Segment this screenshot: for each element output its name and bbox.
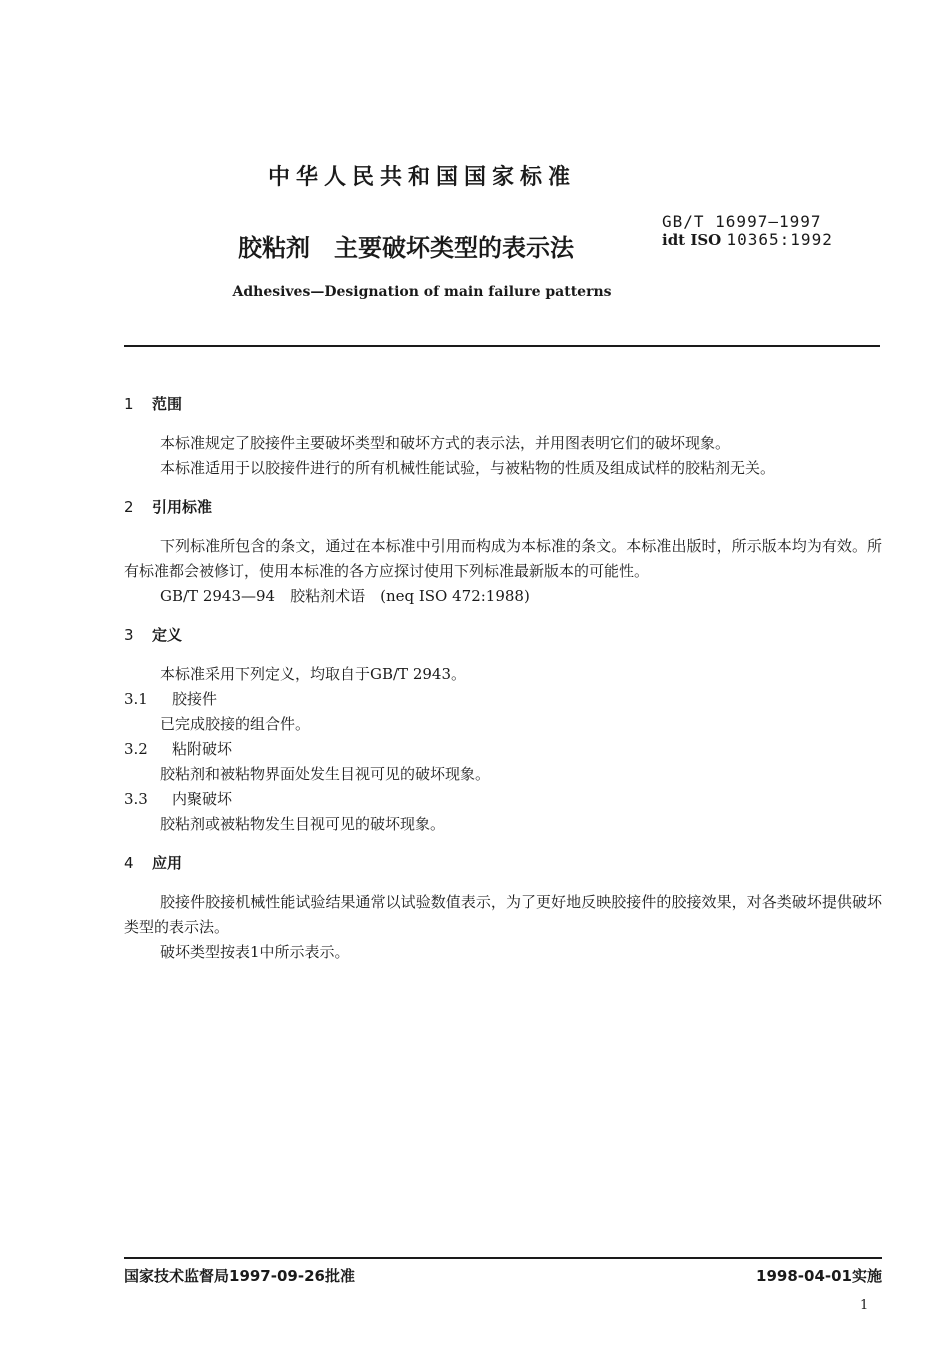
approval-date: 国家技术监督局1997-09-26批准 [124, 1267, 355, 1285]
definition-text: 胶粘剂或被粘物发生目视可见的破坏现象。 [160, 815, 446, 833]
section-heading-application: 4 应用 [124, 854, 183, 872]
header-divider [124, 345, 880, 347]
definition-text: 已完成胶接的组合件。 [160, 715, 311, 733]
page-number: 1 [860, 1298, 869, 1313]
definitions-paragraph: 本标准采用下列定义，均取自于GB/T 2943。 [160, 665, 467, 683]
section-heading-scope: 1 范围 [124, 395, 183, 413]
standard-number: GB/T 16997—1997 [662, 212, 822, 231]
scope-paragraph: 本标准规定了胶接件主要破坏类型和破坏方式的表示法，并用图表明它们的破坏现象。 [160, 434, 731, 452]
effective-date: 1998-04-01实施 [756, 1267, 882, 1285]
application-paragraph: 胶接件胶接机械性能试验结果通常以试验数值表示，为了更好地反映胶接件的胶接效果，对各类破坏提供破坏类型的表示法。 [124, 893, 882, 936]
document-body [124, 392, 882, 965]
standard-number-block [662, 213, 833, 249]
application-paragraph: 破坏类型按表1中所示表示。 [160, 943, 350, 961]
reference-item: GB/T 2943—94 胶粘剂术语 (neq ISO 472:1988) [160, 587, 530, 605]
footer-divider [124, 1257, 882, 1259]
references-paragraph: 下列标准所包含的条文，通过在本标准中引用而构成为本标准的条文。本标准出版时，所示版本均为有效。所有标准都会被修订，使用本标准的各方应探讨使用下列标准最新版本的可能性。 [124, 537, 882, 580]
standard-title: 胶粘剂 主要破坏类型的表示法 [238, 234, 574, 262]
definition-term: 3.1 胶接件 [124, 690, 218, 708]
scope-paragraph: 本标准适用于以胶接件进行的所有机械性能试验，与被粘物的性质及组成试样的胶粘剂无关。 [160, 459, 776, 477]
national-standard-title: 中华人民共和国国家标准 [267, 165, 576, 190]
definition-term: 3.2 粘附破坏 [124, 740, 233, 758]
idt-reference: idt ISO 10365:1992 [662, 230, 833, 249]
english-title: Adhesives—Designation of main failure patterns [232, 284, 612, 300]
definition-text: 胶粘剂和被粘物界面处发生目视可见的破坏现象。 [160, 765, 491, 783]
section-heading-definitions: 3 定义 [124, 626, 183, 644]
definition-term: 3.3 内聚破坏 [124, 790, 233, 808]
section-heading-references: 2 引用标准 [124, 498, 213, 516]
